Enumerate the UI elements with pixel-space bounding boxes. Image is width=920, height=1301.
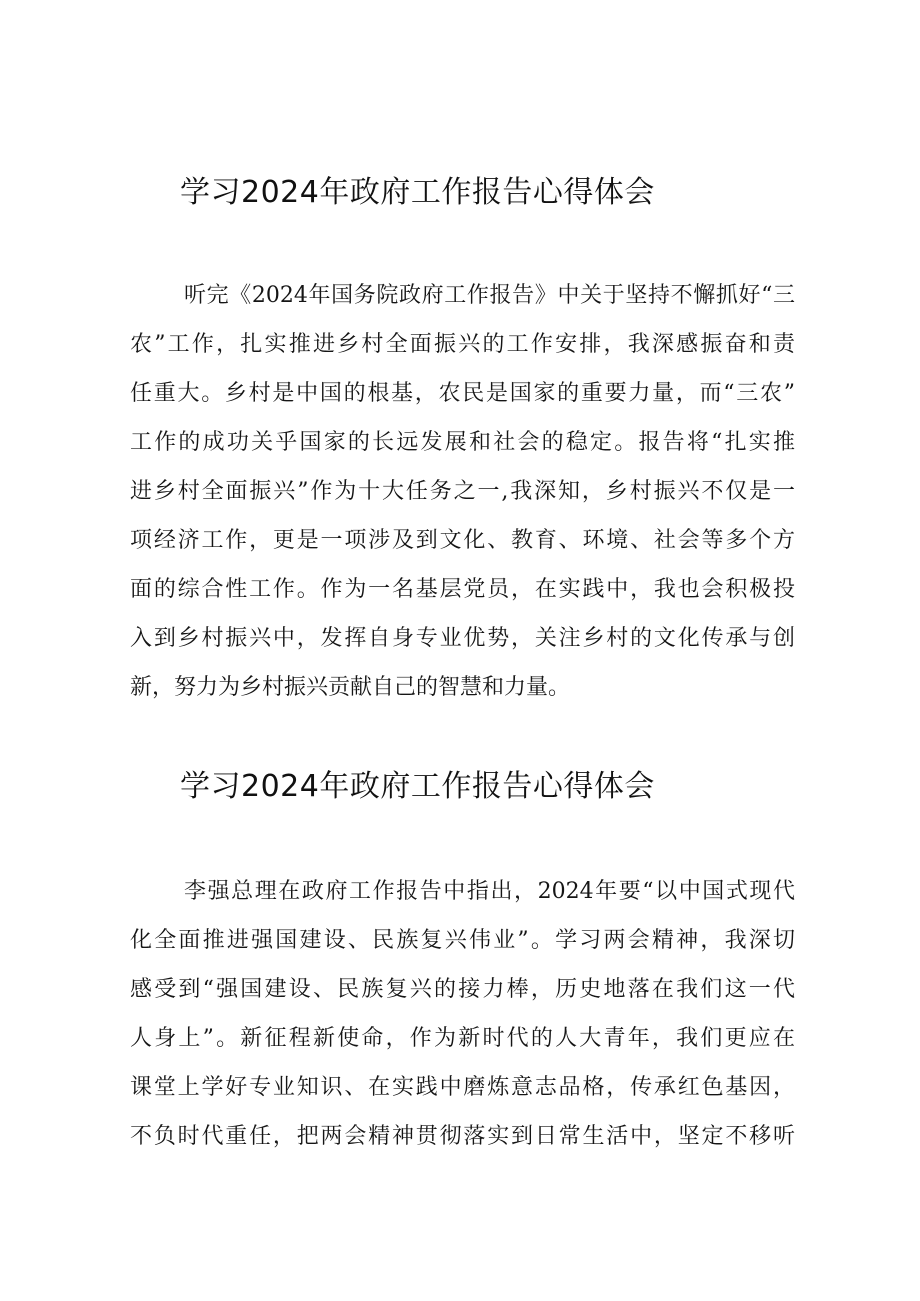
paragraph-line: 进乡村全面振兴”作为十大任务之一,我深知，乡村振兴不仅是一 (130, 479, 795, 504)
section-title: 学习2024年政府工作报告心得体会 (180, 175, 655, 210)
paragraph-line: 面的综合性工作。作为一名基层党员，在实践中，我也会积极投 (130, 577, 795, 602)
section-1 (130, 171, 795, 712)
paragraph-line: 新，努力为乡村振兴贡献自己的智慧和力量。 (130, 675, 571, 700)
paragraph-line: 李强总理在政府工作报告中指出，2024年要“以中国式现代 (184, 879, 795, 904)
paragraph-line: 化全面推进强国建设、民族复兴伟业”。学习两会精神，我深切 (130, 928, 795, 953)
paragraph-line: 项经济工作，更是一项涉及到文化、教育、环境、社会等多个方 (130, 528, 795, 553)
paragraph-line: 入到乡村振兴中，发挥自身专业优势，关注乡村的文化传承与创 (130, 626, 795, 651)
paragraph-line: 课堂上学好专业知识、在实践中磨炼意志品格，传承红色基因， (130, 1075, 795, 1100)
paragraph-line: 人身上”。新征程新使命，作为新时代的人大青年，我们更应在 (130, 1026, 795, 1051)
paragraph-line: 感受到“强国建设、民族复兴的接力棒，历史地落在我们这一代 (130, 977, 795, 1002)
paragraph-line: 工作的成功关乎国家的长远发展和社会的稳定。报告将“扎实推 (130, 430, 795, 455)
section-paragraph (130, 867, 795, 1161)
section-paragraph (130, 271, 795, 712)
section-title: 学习2024年政府工作报告心得体会 (180, 769, 655, 804)
paragraph-line: 不负时代重任，把两会精神贯彻落实到日常生活中，坚定不移听 (130, 1124, 795, 1149)
paragraph-line: 农”工作，扎实推进乡村全面振兴的工作安排，我深感振奋和责 (130, 332, 795, 357)
section-2 (130, 765, 795, 1161)
paragraph-line: 听完《2024年国务院政府工作报告》中关于坚持不懈抓好“三 (184, 283, 795, 308)
paragraph-line: 任重大。乡村是中国的根基，农民是国家的重要力量，而“三农” (130, 381, 795, 406)
